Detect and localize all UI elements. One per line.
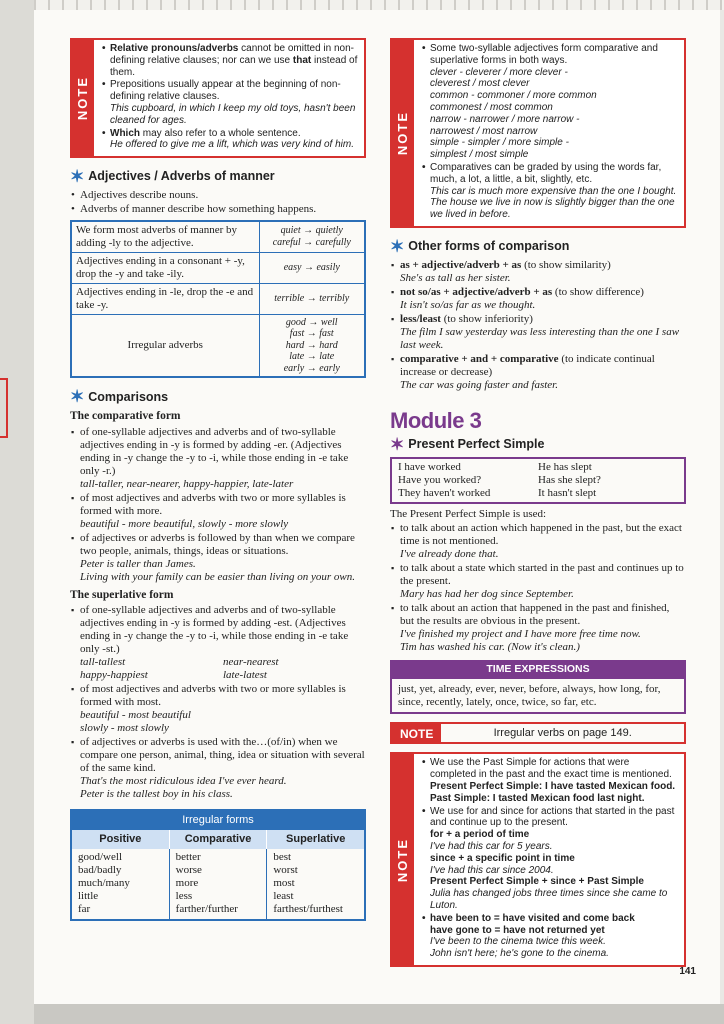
list-item: ▪ to talk about an action which happened in the past, but the exact time is not mentioned. I've already done that.	[390, 522, 686, 561]
list-item: • Adjectives describe nouns.	[70, 189, 366, 202]
note-item: • Which may also refer to a whole sentence. He offered to give me a lift, which was very kind of him.	[102, 128, 358, 152]
page-edge-left	[0, 0, 34, 1024]
list-item: ▪ to talk about a state which started in the past and continues up to the present. Mary has had her dog since September.	[390, 562, 686, 601]
module-title: Module 3	[390, 407, 482, 433]
section-heading-comparisons: ✶ Comparisons	[70, 387, 169, 407]
note-item: • We use the Past Simple for actions that were completed in the past and the exact time is mentioned. Present Perfect Simple: I have tasted Mexican food. Past Simple: I tasted Mexican food last night.	[422, 757, 678, 804]
time-expressions-title: TIME EXPRESSIONS	[390, 660, 686, 678]
uses-intro: The Present Perfect Simple is used:	[390, 507, 547, 520]
positive-column: good/well bad/badly much/many little far	[72, 849, 170, 920]
table-row: Adjectives ending in a consonant + -y, drop the -y and take -ily. easy → easily	[71, 253, 365, 284]
comparative-column: better worse more less farther/further	[170, 849, 268, 920]
list-item: ▪ of most adjectives and adverbs with two or more syllables is formed with more. beautiful - more beautiful, slowly - more slowly	[70, 492, 366, 531]
list-item: ▪ of one-syllable adjectives and adverbs and of two-syllable adjectives ending in -y is formed by adding -er. (Adjectives ending in -y change the -y to -i, while those ending in -e take only -r.) tall-taller, near-nearer, happy-happier, late-later	[70, 426, 366, 491]
note-item: • Relative pronouns/adverbs cannot be omitted in non-defining relative clauses; nor can we use that instead of them.	[102, 43, 358, 78]
column-header: Comparative	[170, 830, 268, 849]
note-past-simple	[390, 752, 686, 967]
note-item: • Some two-syllable adjectives form comparative and superlative forms in both ways. clever - cleverer / more clever - cleverest / most clever common - commoner / more common commonest / most common narrow - narrower / more narrow - narrowest / most narrow simple - simpler / more simple - simplest / most simple	[422, 43, 678, 161]
list-item: ▪ of adjectives or adverbs is used with the…(of/in) when we compare one person, animal, thing, idea or situation with several of the same kind. That's the most ridiculous idea I've ever heard. Peter is the tallest boy in his class.	[70, 736, 366, 801]
adverbs-of-manner-table	[70, 220, 366, 378]
list-item: ▪ of one-syllable adjectives and adverbs and of two-syllable adjectives ending in -y is formed by adding -est. (Adjectives ending in -y change the -y to -i, while those ending in -e take only -st.) tall-tallest near-nearest happy-happiest late-latest	[70, 604, 366, 682]
section-heading-other-forms: ✶ Other forms of comparison	[390, 236, 570, 256]
section-heading-manner: ✶ Adjectives / Adverbs of manner	[70, 167, 275, 187]
star-icon: ✶	[70, 387, 85, 407]
irregular-forms-title: Irregular forms	[72, 811, 364, 830]
column-header: Positive	[72, 830, 170, 849]
column-header: Superlative	[286, 832, 346, 845]
page-bottom-shadow	[34, 1004, 724, 1024]
left-edge-mark	[0, 378, 8, 438]
note-label: NOTE	[392, 724, 441, 742]
note-item: • Comparatives can be graded by using the words far, much, a lot, a little, a bit, slightly, etc. This car is much more expensive than the one I bought. The house we live in now is slightly bigger than the one we lived in before.	[422, 162, 678, 221]
star-icon: ✶	[390, 236, 405, 256]
list-item: ▪ less/least (to show inferiority) The film I saw yesterday was less interesting than the one I saw last week.	[390, 313, 686, 352]
star-icon: ✶	[390, 434, 405, 454]
superlative-subheading: The superlative form	[70, 588, 174, 601]
note-item: • have been to = have visited and come back have gone to = have not returned yet I've been to the cinema twice this week. John isn't here; he's gone to the cinema.	[422, 913, 678, 960]
section-heading-present-perfect: ✶ Present Perfect Simple	[390, 434, 545, 454]
note-two-syllable	[390, 38, 686, 228]
irregular-forms-table	[70, 809, 366, 922]
note-item: • Prepositions usually appear at the beginning of non-defining relative clauses. This cupboard, in which I keep my old toys, hasn't been cleaned for ages.	[102, 79, 358, 126]
list-item: ▪ comparative + and + comparative (to indicate continual increase or decrease) The car was going faster and faster.	[390, 353, 686, 392]
list-item: ▪ not so/as + adjective/adverb + as (to show difference) It isn't so/as far as we thought.	[390, 286, 686, 312]
note-label: NOTE	[395, 837, 411, 882]
note-item: • We use for and since for actions that started in the past and continue up to the present. for + a period of time I've had this car for 5 years. since + a specific point in time I've had this car since 2004. Present Perfect Simple + since + Past Simple Julia has changed jobs three times since she came to Luton.	[422, 806, 678, 912]
table-row: Adjectives ending in -le, drop the -e and take -y. terrible → terribly	[71, 283, 365, 314]
left-column	[70, 38, 366, 921]
right-column	[390, 38, 686, 967]
page-number: 141	[679, 966, 696, 977]
note-label: NOTE	[75, 76, 91, 121]
star-icon: ✶	[70, 167, 85, 187]
page-top-strip	[34, 0, 724, 10]
present-perfect-table: I have worked Have you worked? They haven't worked He has slept Has she slept? It hasn't slept	[390, 457, 686, 504]
table-row: We form most adverbs of manner by adding -ly to the adjective. quiet → quietly careful → carefully	[71, 221, 365, 252]
list-item: ▪ of adjectives or adverbs is followed by than when we compare two people, animals, things, ideas or situations. Peter is taller than James. Living with your family can be easier than living on your own.	[70, 532, 366, 584]
table-row: Irregular adverbs good → well fast → fast hard → hard late → late early → early	[71, 314, 365, 377]
note-irregular-verbs	[390, 722, 686, 744]
note-label: NOTE	[395, 110, 411, 156]
comparative-subheading: The comparative form	[70, 410, 181, 423]
note-text: Irregular verbs on page 149.	[493, 727, 632, 740]
list-item: • Adverbs of manner describe how something happens.	[70, 203, 366, 216]
time-expressions: just, yet, already, ever, never, before, always, how long, for, since, recently, lately, once, twice, so far, etc.	[390, 679, 686, 715]
list-item: ▪ of most adjectives and adverbs with two or more syllables is formed with most. beautiful - most beautiful slowly - most slowly	[70, 683, 366, 735]
superlative-column: best worst most least farthest/furthest	[273, 850, 343, 915]
list-item: ▪ as + adjective/adverb + as (to show similarity) She's as tall as her sister.	[390, 259, 686, 285]
list-item: ▪ to talk about an action that happened in the past and finished, but the results are obvious in the present. I've finished my project and I have more free time now. Tim has washed his car. (Now it's clean.)	[390, 602, 686, 654]
note-relative-clauses	[70, 38, 366, 158]
